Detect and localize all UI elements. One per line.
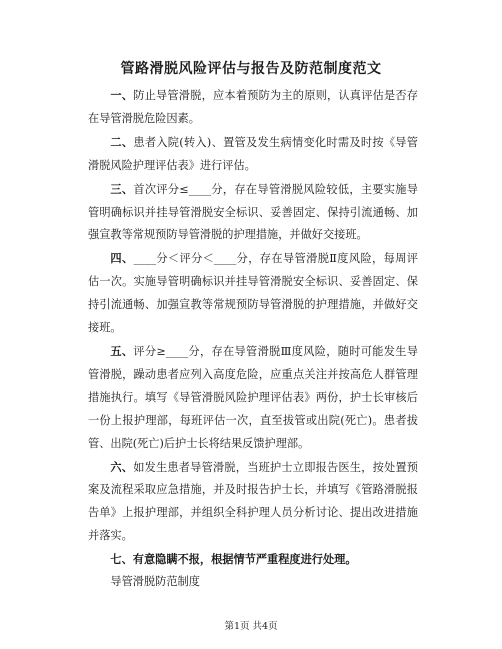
paragraph-6 bbox=[88, 456, 418, 549]
paragraph-5 bbox=[88, 340, 418, 456]
page-footer: 第1页 共4页 bbox=[224, 621, 278, 632]
paragraph-text: 评分≥____分，存在导管滑脱Ⅲ度风险，随时可能发生导管滑脱，躁动患者应列入高度危险，应重点关注并按高危人群管理措施执行。填写《导管滑脱风险护理评估表》两份，护士长审核后一份上报护理部，每班评估一次，直至拔管或出院(死亡)。患者拔管、出院(死亡)后护士长将结果反馈护理部。 bbox=[88, 344, 418, 450]
paragraph-7: 七、有意隐瞒不报，根据情节严重程度进行处理。 bbox=[110, 552, 357, 567]
paragraph-text: 防止导管滑脱，应本着预防为主的原则，认真评估是否存在导管滑脱危险因素。 bbox=[88, 89, 418, 125]
paragraph-2 bbox=[88, 131, 418, 178]
paragraph-text: ____分＜评分＜____分，存在导管滑脱Ⅱ度风险，每周评估一次。实施导管明确标识并挂导管滑脱安全标识、妥善固定、保持引流通畅、加强宣教等常规预防导管滑脱的护理措施，并做好交接班。 bbox=[88, 252, 418, 335]
paragraph-number: 二、 bbox=[110, 134, 134, 149]
paragraph-number: 三、 bbox=[110, 181, 134, 196]
paragraph-3 bbox=[88, 178, 418, 248]
paragraph-number: 五、 bbox=[110, 343, 134, 358]
paragraph-number: 一、 bbox=[110, 88, 134, 102]
paragraph-text: 如发生患者导管滑脱，当班护士立即报告医生，按处置预案及流程采取应急措施，并及时报告护士长，并填写《管路滑脱报告单》上报护理部，并组织全科护理人员分析讨论、提出改进措施并落实。 bbox=[88, 460, 418, 543]
paragraph-4 bbox=[88, 247, 418, 340]
section-subheading: 导管滑脱防范制度 bbox=[110, 575, 200, 589]
paragraph-number: 六、 bbox=[110, 459, 134, 474]
paragraph-text: 首次评分≤____分，存在导管滑脱风险较低，主要实施导管明确标识并挂导管滑脱安全标识、妥善固定、保持引流通畅、加强宣教等常规预防导管滑脱的护理措施，并做好交接班。 bbox=[88, 182, 418, 242]
document-body bbox=[88, 84, 418, 594]
paragraph-number: 四、 bbox=[110, 251, 134, 266]
paragraph-text: 患者入院(转入)、置管及发生病情变化时需及时按《导管滑脱风险护理评估表》进行评估。 bbox=[88, 135, 418, 172]
paragraph-1 bbox=[88, 84, 418, 131]
document-title: 管路滑脱风险评估与报告及防范制度范文 bbox=[120, 61, 382, 77]
